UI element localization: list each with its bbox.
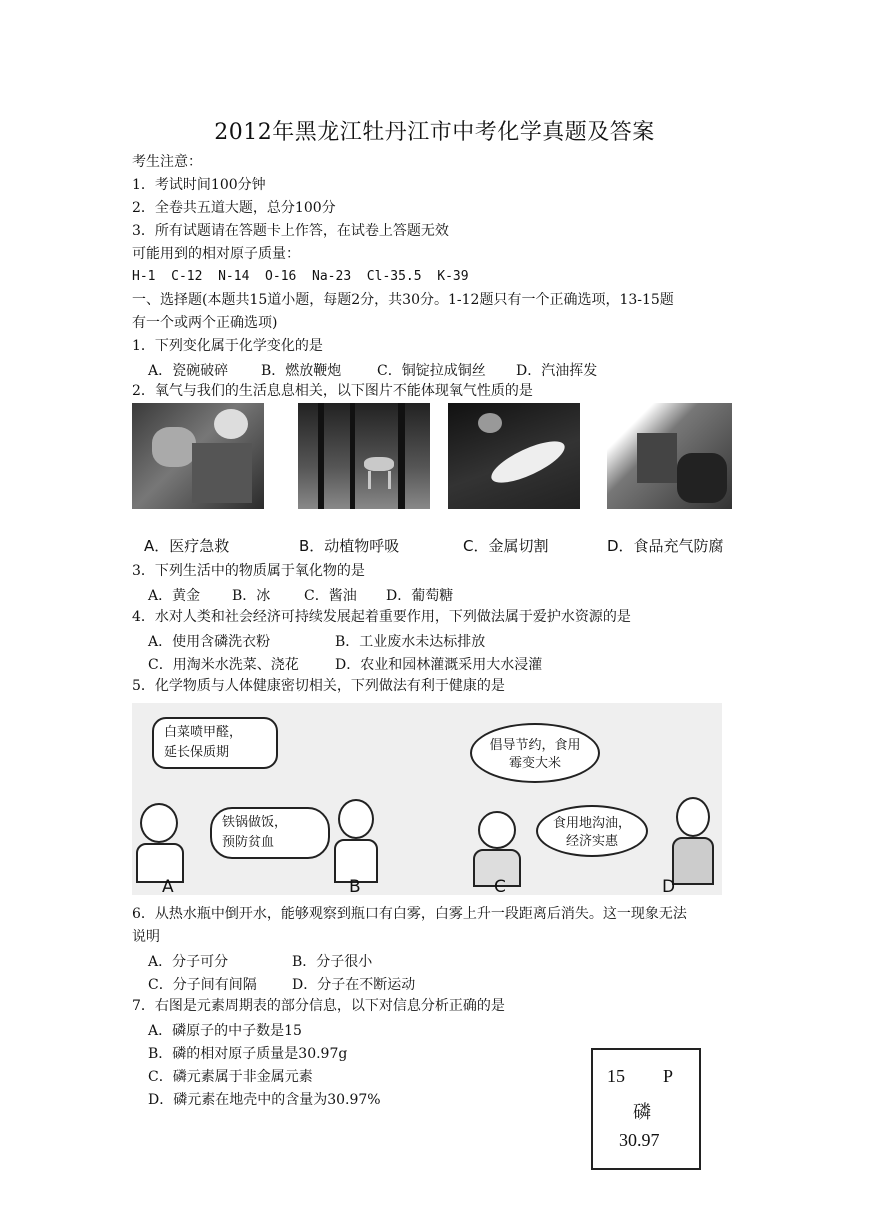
q4-option-c: C．用淘米水洗菜、浇花 xyxy=(148,657,299,673)
bubble-c-line1: 倡导节约，食用 xyxy=(489,738,581,753)
cartoon-label-b: B xyxy=(349,877,361,897)
q1-option-a: A．瓷碗破碎 xyxy=(148,363,229,379)
q1-stem: 1．下列变化属于化学变化的是 xyxy=(132,338,323,354)
q1-option-d: D．汽油挥发 xyxy=(516,363,598,379)
q6-option-a: A．分子可分 xyxy=(148,954,229,970)
bubble-c xyxy=(470,723,600,783)
q7-option-a: A．磷原子的中子数是15 xyxy=(148,1023,302,1039)
photo-medical-rescue xyxy=(132,403,264,509)
bubble-d-line1: 食用地沟油， xyxy=(552,816,631,831)
q2-caption-a: A．医疗急救 xyxy=(144,537,230,555)
photo-deer-breathing xyxy=(298,403,430,509)
q7-option-d: D．磷元素在地壳中的含量为30.97% xyxy=(148,1092,381,1108)
bubble-b-line1: 铁锅做饭， xyxy=(222,815,288,830)
atomic-mass-heading: 可能用到的相对原子质量： xyxy=(132,246,300,262)
q6-option-d: D．分子在不断运动 xyxy=(292,977,416,993)
figure-boy-b xyxy=(338,799,378,883)
figure-boy-c xyxy=(478,811,521,887)
page-title: 2012年黑龙江牡丹江市中考化学真题及答案 xyxy=(214,120,655,145)
q3-option-c: C．酱油 xyxy=(304,588,357,604)
notice-heading: 考生注意： xyxy=(132,154,202,170)
bubble-a-line1: 白菜喷甲醛， xyxy=(164,725,243,740)
bubble-d xyxy=(536,805,648,857)
q4-stem: 4．水对人类和社会经济可持续发展起着重要作用，下列做法属于爱护水资源的是 xyxy=(132,609,631,625)
section1-heading-line1: 一、选择题(本题共15道小题，每题2分，共30分。1-12题只有一个正确选项，13-15题 xyxy=(132,292,674,308)
q2-caption-b: B．动植物呼吸 xyxy=(299,537,400,555)
q6-option-b: B．分子很小 xyxy=(292,954,373,970)
cartoon-label-a: A xyxy=(162,877,174,897)
element-mass: 30.97 xyxy=(619,1130,660,1150)
bubble-b-line2: 预防贫血 xyxy=(222,835,275,850)
q4-option-b: B．工业废水未达标排放 xyxy=(335,634,486,650)
q3-stem: 3．下列生活中的物质属于氧化物的是 xyxy=(132,563,365,579)
notice-item: 3．所有试题请在答题卡上作答，在试卷上答题无效 xyxy=(132,223,449,239)
bubble-a-line2: 延长保质期 xyxy=(164,745,230,760)
q6-stem-line1: 6．从热水瓶中倒开水，能够观察到瓶口有白雾，白雾上升一段距离后消失。这一现象无法 xyxy=(132,906,687,922)
q3-option-b: B．冰 xyxy=(232,588,271,604)
section1-heading-line2: 有一个或两个正确选项) xyxy=(132,315,278,331)
figure-man-d xyxy=(676,797,714,885)
q5-stem: 5．化学物质与人体健康密切相关，下列做法有利于健康的是 xyxy=(132,678,505,694)
q3-option-a: A．黄金 xyxy=(148,588,201,604)
atomic-masses: H-1 C-12 N-14 O-16 Na-23 Cl-35.5 K-39 xyxy=(132,269,469,284)
notice-item: 2．全卷共五道大题，总分100分 xyxy=(132,200,336,216)
q2-photo-strip xyxy=(132,403,732,555)
q2-caption-c: C．金属切割 xyxy=(463,537,549,555)
q6-stem-line2: 说明 xyxy=(132,929,160,945)
q3-option-d: D．葡萄糖 xyxy=(386,588,454,604)
cartoon-label-c: C xyxy=(494,877,506,897)
bubble-b xyxy=(210,807,330,859)
q2-stem: 2．氧气与我们的生活息息相关，以下图片不能体现氧气性质的是 xyxy=(132,383,533,399)
periodic-table-cell xyxy=(591,1048,701,1170)
element-name: 磷 xyxy=(633,1102,651,1123)
bubble-c-line2: 霉变大米 xyxy=(508,756,561,771)
notice-item: 1．考试时间100分钟 xyxy=(132,177,266,193)
q6-option-c: C．分子间有间隔 xyxy=(148,977,257,993)
q7-option-b: B．磷的相对原子质量是30.97g xyxy=(148,1046,348,1062)
q7-option-c: C．磷元素属于非金属元素 xyxy=(148,1069,313,1085)
q7-stem: 7．右图是元素周期表的部分信息，以下对信息分析正确的是 xyxy=(132,998,505,1014)
q2-caption-d: D．食品充气防腐 xyxy=(607,537,724,555)
q5-cartoon xyxy=(132,703,722,895)
q1-option-b: B．燃放鞭炮 xyxy=(261,363,342,379)
photo-metal-cutting xyxy=(448,403,580,509)
photo-food-packaging xyxy=(607,403,732,509)
element-number: 15 xyxy=(607,1066,625,1086)
bubble-a xyxy=(152,717,278,769)
cartoon-label-d: D xyxy=(662,877,676,897)
element-symbol: P xyxy=(663,1066,674,1086)
q1-option-c: C．铜锭拉成铜丝 xyxy=(377,363,486,379)
q4-option-d: D．农业和园林灌溉采用大水浸灌 xyxy=(335,657,543,673)
q4-option-a: A．使用含磷洗衣粉 xyxy=(148,634,271,650)
figure-girl xyxy=(140,803,184,883)
bubble-d-line2: 经济实惠 xyxy=(565,834,618,849)
